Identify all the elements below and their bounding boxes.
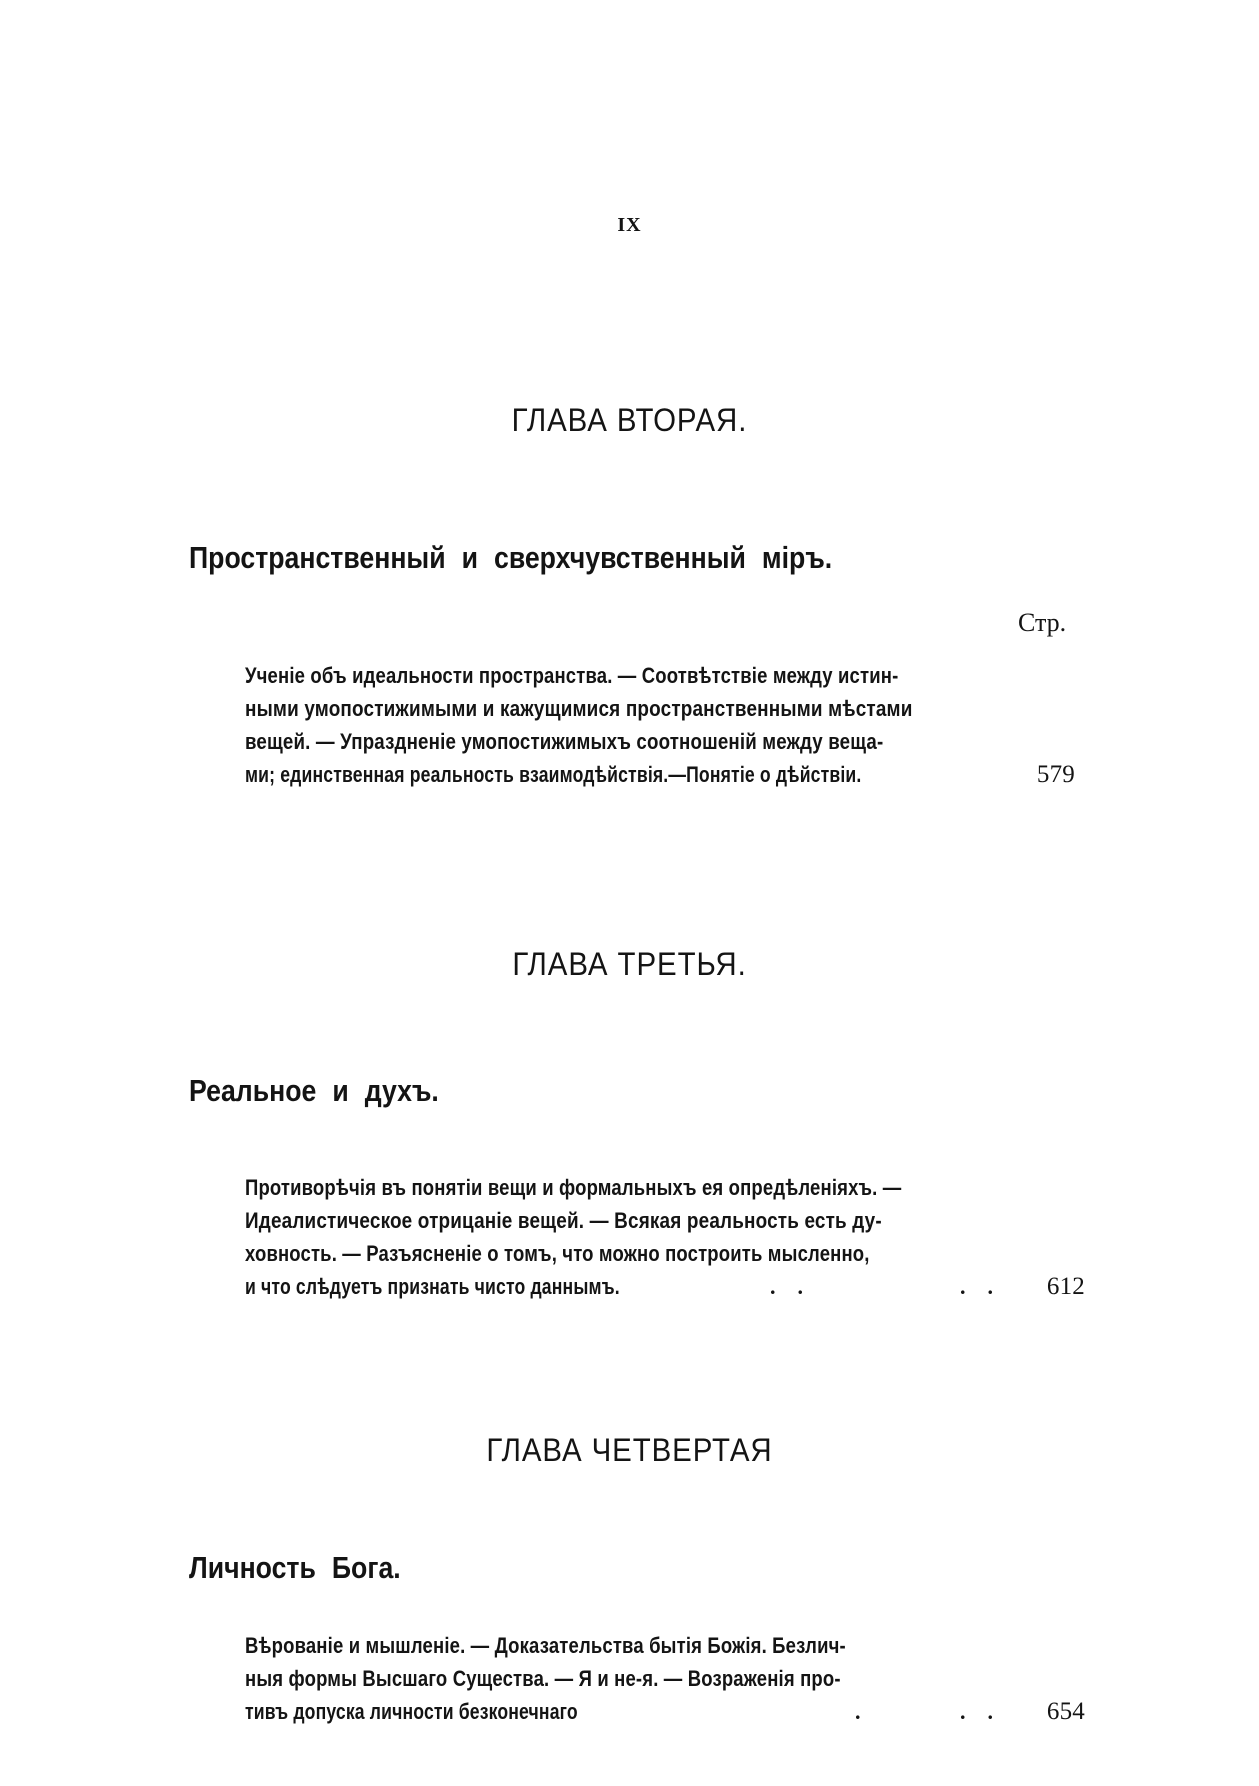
summary-line: ми; единственная реальность взаимодѣйствія.—Понятіе о дѣйствіи. 579 (245, 758, 935, 791)
chapter-title-3: Реальное и духъ. (189, 1073, 439, 1108)
page-number: IX (617, 214, 642, 236)
page-reference: 612 (1046, 1273, 1085, 1300)
chapter-4-summary (245, 1629, 1085, 1728)
page-column-label: Стр. (1018, 608, 1067, 637)
leader-dots: .. (770, 1274, 825, 1299)
summary-line: и что слѣдуетъ признать чисто даннымъ. .. .. 612 (245, 1270, 1075, 1303)
leader-dots: .. (960, 1274, 1015, 1299)
summary-line: Идеалистическое отрицаніе вещей. — Всякая реальность есть ду- (245, 1208, 882, 1233)
chapter-3-summary (245, 1171, 1085, 1303)
leader-dots: .. (960, 1699, 1015, 1724)
leader-dots: . (855, 1699, 883, 1724)
chapter-heading-3: ГЛАВА ТРЕТЬЯ. (512, 946, 747, 982)
chapter-heading-2: ГЛАВА ВТОРАЯ. (511, 402, 748, 438)
page-reference: 579 (1036, 761, 1075, 788)
chapter-title-4: Личность Бога. (189, 1550, 401, 1585)
page-reference: 654 (1046, 1698, 1085, 1725)
chapter-heading-4: ГЛАВА ЧЕТВЕРТАЯ (486, 1432, 773, 1468)
summary-line: Вѣрованіе и мышленіе. — Доказательства бытія Божія. Безлич- (245, 1633, 846, 1658)
summary-line: тивъ допуска личности безконечнаго . .. 654 (245, 1695, 1075, 1728)
summary-line: Ученіе объ идеальности пространства. — Соотвѣтствіе между истин- (245, 663, 899, 688)
summary-line: вещей. — Упраздненіе умопостижимыхъ соотношеній между веща- (245, 729, 884, 754)
chapter-2-summary (245, 659, 1075, 791)
chapter-title-2: Пространственный и сверхчувственный міръ. (189, 540, 833, 575)
summary-line: Противорѣчія въ понятіи вещи и формальныхъ ея опредѣленіяхъ. — (245, 1175, 902, 1200)
summary-line: ныя формы Высшаго Существа. — Я и не-я. — Возраженія про- (245, 1666, 841, 1691)
summary-line: ховность. — Разъясненіе о томъ, что можно построить мысленно, (245, 1241, 870, 1266)
summary-line: ными умопостижимыми и кажущимися пространственными мѣстами (245, 696, 913, 721)
